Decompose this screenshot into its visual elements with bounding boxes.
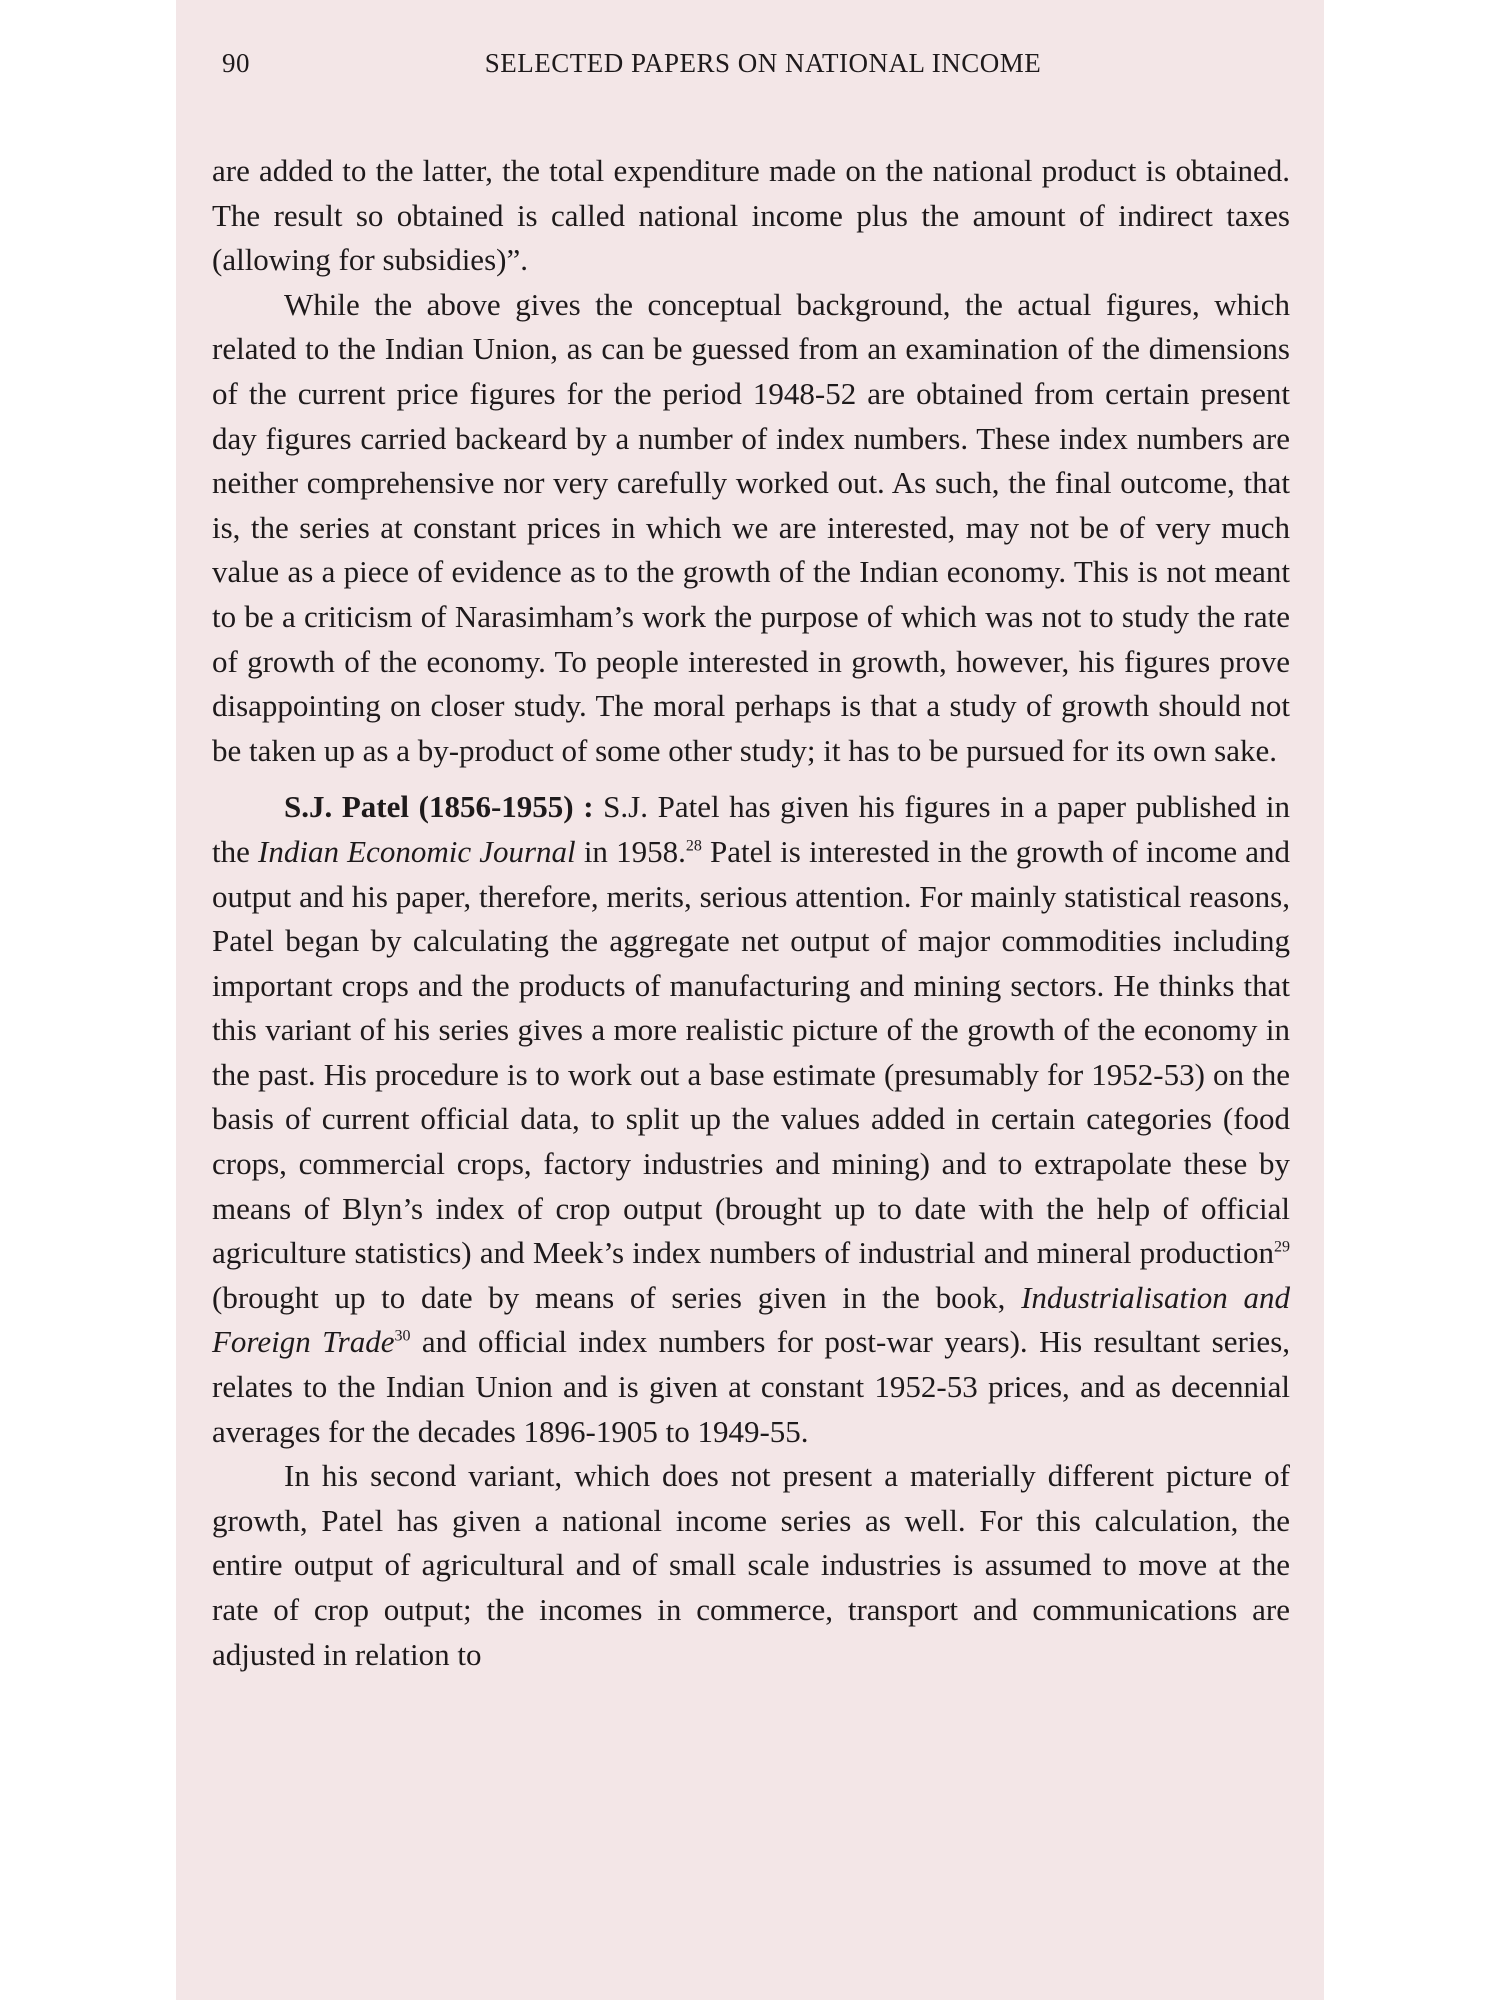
footnote-marker-30: 30	[394, 1328, 411, 1346]
book-title: Industrialisation and Foreign Trade	[212, 1279, 1290, 1360]
text-fragment: S.J. Patel has given his figures in a paper published in the	[212, 789, 1290, 869]
paragraph-patel	[212, 785, 1290, 1454]
text-fragment: Patel is interested in the growth of income and output and his paper, therefore, merits, serious attention. For mainly statistical reasons, Patel began by calculating the aggregate net output of major commodities including important crops and the products of manufacturing and mining sectors. He thinks that this variant of his series gives a more realistic picture of the growth of the economy in the past. His procedure is to work out a base estimate (presumably for 1952-53) on the basis of current official data, to split up the values added in certain categories (food crops, commercial crops, factory industries and mining) and to extrapolate these by means of Blyn’s index of crop output (brought up to date with the help of official agriculture statistics) and Meek’s index numbers of industrial and mineral production	[212, 833, 1290, 1271]
paragraph-second-variant: In his second variant, which does not present a materially different picture of growth, Patel has given a national income series as well. For this calculation, the entire output of agricultural and of small scale industries is assumed to move at the rate of crop output; the incomes in commerce, transport and communications are adjusted in relation to	[212, 1458, 1290, 1672]
page-number: 90	[222, 48, 250, 78]
footnote-marker-28: 28	[685, 837, 702, 855]
body-text	[212, 149, 1290, 1677]
paragraph-continuation: are added to the latter, the total expenditure made on the national product is obtained. The result so obtained is called national income plus the amount of indirect taxes (allowing for subsidies)”.	[212, 153, 1290, 278]
page-header	[222, 48, 1284, 88]
journal-title: Indian Economic Journal	[258, 833, 576, 869]
book-page	[176, 0, 1324, 2000]
text-fragment: (brought up to date by means of series given in the book,	[212, 1279, 1022, 1315]
section-heading-patel: S.J. Patel (1856-1955) :	[284, 789, 594, 825]
text-fragment: in 1958.	[575, 833, 686, 869]
footnote-marker-29: 29	[1274, 1238, 1290, 1256]
running-title: SELECTED PAPERS ON NATIONAL INCOME	[484, 48, 1042, 78]
paragraph-narasimham: While the above gives the conceptual background, the actual figures, which related to the Indian Union, as can be guessed from an examination of the dimensions of the current price figures for the period 1948-52 are obtained from certain present day figures carried backeard by a number of index numbers. These index numbers are neither comprehensive nor very carefully worked out. As such, the final outcome, that is, the series at constant prices in which we are interested, may not be of very much value as a piece of evidence as to the growth of the Indian economy. This is not meant to be a criticism of Narasimham’s work the purpose of which was not to study the rate of growth of the economy. To people interested in growth, however, his figures prove disappointing on closer study. The moral perhaps is that a study of growth should not be taken up as a by-product of some other study; it has to be pursued for its own sake.	[212, 286, 1290, 768]
text-fragment: and official index numbers for post-war years). His resultant series, relates to the Indian Union and is given at constant 1952-53 prices, and as decennial averages for the decades 1896-1905 to 1949-55.	[212, 1324, 1291, 1449]
